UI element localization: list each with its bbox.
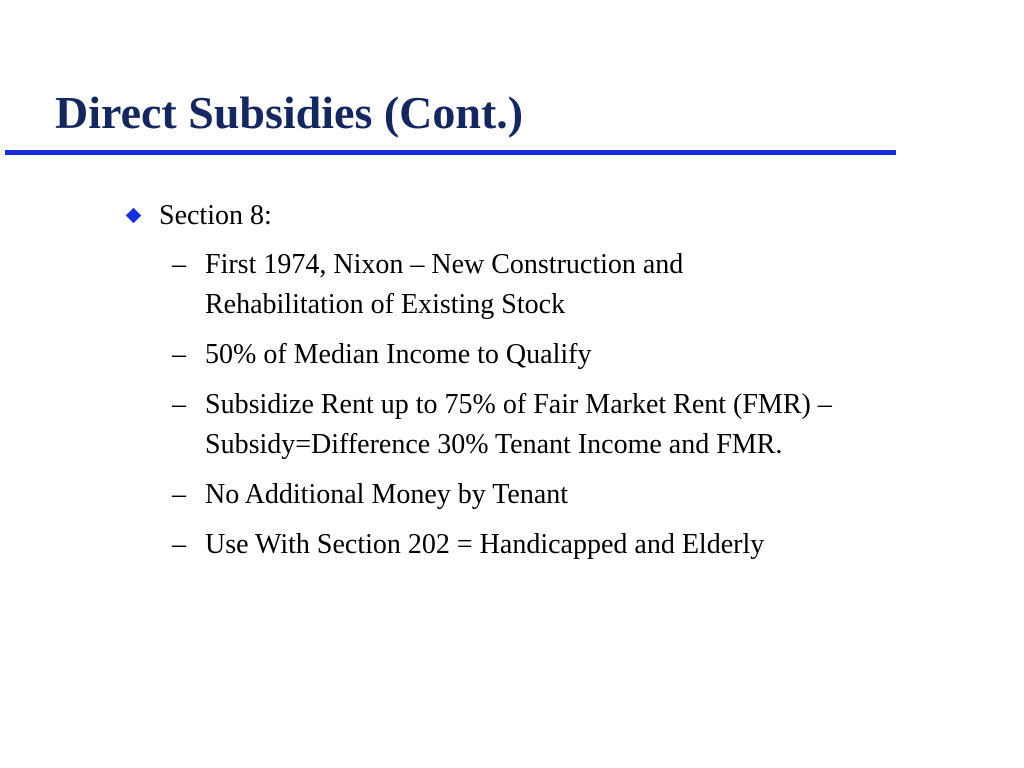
- title-underline-rule: [5, 150, 896, 155]
- diamond-bullet-icon: [126, 208, 142, 224]
- sub-bullet-item: [172, 335, 1012, 375]
- sub-bullet-text: First 1974, Nixon – New Construction and Rehabilitation of Existing Stock: [205, 249, 684, 320]
- dash-bullet: –: [172, 339, 186, 370]
- sub-bullet-text: 50% of Median Income to Qualify: [205, 339, 592, 370]
- dash-bullet: –: [172, 529, 186, 560]
- dash-bullet: –: [172, 249, 186, 280]
- sub-bullet-text: No Additional Money by Tenant: [205, 479, 569, 510]
- dash-bullet: –: [172, 479, 186, 510]
- sub-bullet-list: [172, 245, 1012, 575]
- sub-bullet-item: [172, 475, 1012, 515]
- dash-bullet: –: [172, 389, 186, 420]
- slide-title: Direct Subsidies (Cont.): [55, 87, 524, 138]
- sub-bullet-text: Subsidize Rent up to 75% of Fair Market Rent (FMR) – Subsidy=Difference 30% Tenant Income and FMR.: [205, 389, 832, 460]
- sub-bullet-text: Use With Section 202 = Handicapped and Elderly: [205, 529, 765, 560]
- sub-bullet-item: [172, 385, 1012, 465]
- bullet-text: Section 8:: [159, 200, 272, 231]
- sub-bullet-item: [172, 245, 1012, 325]
- bullet-item-section-8: [124, 196, 272, 236]
- sub-bullet-item: [172, 525, 1012, 565]
